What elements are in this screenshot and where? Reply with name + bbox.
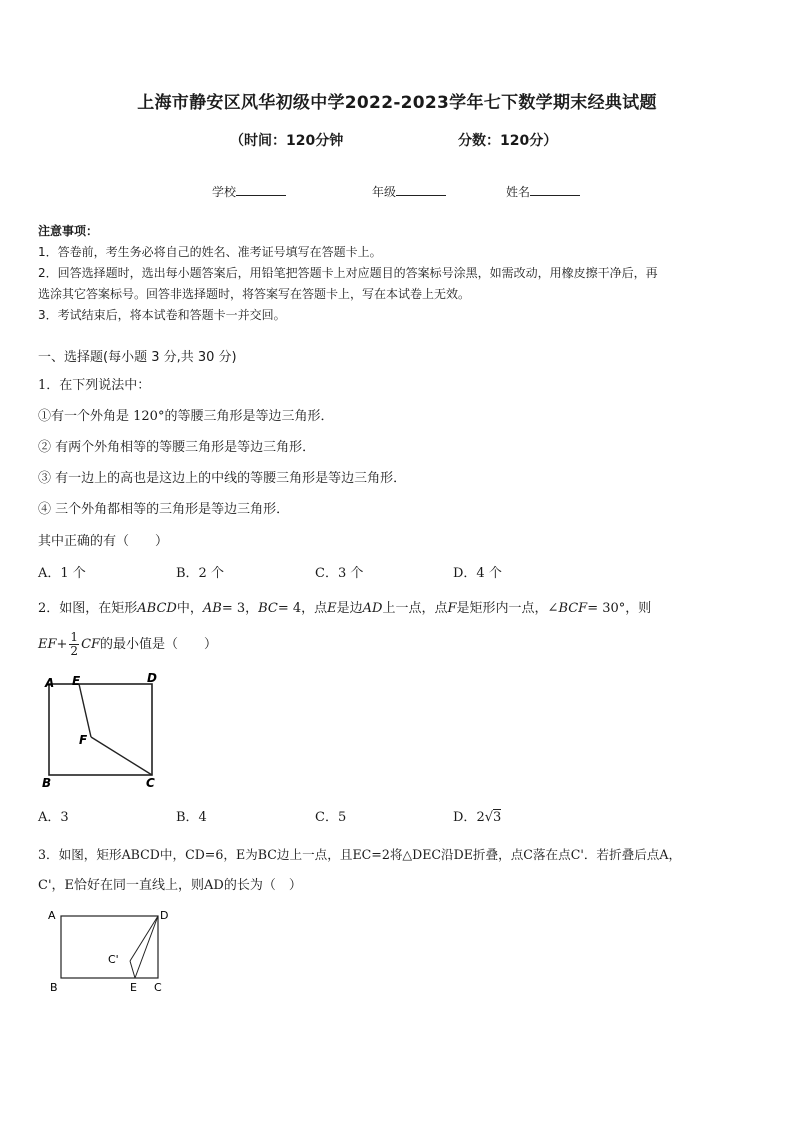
q2-label-f: F [79, 733, 88, 747]
q1-option-b: B．2 个 [176, 566, 224, 581]
q3-rectangle [61, 916, 158, 978]
q2-option-d-coef: 2 [476, 810, 485, 825]
notice-item-1: 1．答卷前，考生务必将自己的姓名、准考证号填写在答题卡上。 [38, 245, 382, 259]
fraction-numerator: 1 [70, 630, 79, 644]
q2-option-d-label: D． [453, 810, 477, 825]
q2-math: EF [38, 637, 57, 652]
school-label: 学校 [212, 185, 237, 199]
q2-stem-line1 [38, 597, 651, 616]
q1-stem: 1．在下列说法中： [38, 378, 151, 393]
q3-label-b: B [50, 981, 58, 994]
page-title: 上海市静安区风华初级中学2022-2023学年七下数学期末经典试题 [137, 93, 657, 113]
q2-math: E [327, 601, 337, 616]
q3-label-a: A [48, 909, 56, 922]
notice-item-2b: 选涂其它答案标号。回答非选择题时，将答案写在答题卡上，写在本试卷上无效。 [38, 287, 471, 301]
grade-blank [396, 184, 446, 196]
name-field [506, 183, 580, 200]
school-blank [236, 184, 286, 196]
q2-label-b: B [42, 776, 52, 790]
q3-segment-cpe [130, 961, 135, 978]
q3-figure [44, 906, 174, 996]
q3-label-c: C [154, 981, 162, 994]
q2-text: 上一点，点 [382, 601, 448, 616]
name-blank [530, 184, 580, 196]
q2-label-d: D [147, 671, 157, 685]
q2-text: 2．如图，在矩形 [38, 601, 138, 616]
fraction-denominator: 2 [70, 644, 79, 658]
name-label: 姓名 [506, 185, 531, 199]
q2-fraction [69, 631, 79, 658]
sqrt-icon: √ [484, 810, 494, 825]
q2-label-e: E [72, 674, 81, 688]
q1-option-a: A．1 个 [38, 566, 86, 581]
q3-stem-line1: 3．如图，矩形ABCD中，CD=6，E为BC边上一点，且EC=2将△DEC沿DE折叠，点C落在点C'．若折叠后点A， [38, 847, 682, 862]
notice-heading: 注意事项： [38, 224, 99, 238]
q3-label-e: E [130, 981, 137, 994]
q2-label-a: A [45, 676, 55, 690]
q3-stem-line2: C'，E恰好在同一直线上，则AD的长为（ ） [38, 878, 302, 893]
q1-option-d: D．4 个 [453, 566, 502, 581]
exam-score: 分数：120分） [458, 133, 558, 149]
q2-text: 中， [176, 601, 203, 616]
q2-option-d-radicand: 3 [493, 810, 502, 825]
q1-statement-2: ② 有两个外角相等的等腰三角形是等边三角形． [38, 440, 316, 455]
q2-option-b: B．4 [176, 810, 207, 825]
q2-text: = 4，点 [277, 601, 328, 616]
q2-math: CF [81, 637, 101, 652]
q2-label-c: C [146, 776, 155, 790]
q1-question: 其中正确的有（ ） [38, 534, 169, 549]
q1-option-c: C．3 个 [315, 566, 364, 581]
grade-field [372, 183, 446, 200]
notice-item-3: 3．考试结束后，将本试卷和答题卡一并交回。 [38, 308, 286, 322]
q3-label-d: D [160, 909, 169, 922]
q3-label-cprime: C' [108, 953, 119, 966]
q2-option-c: C．5 [315, 810, 347, 825]
q2-option-d [453, 806, 501, 825]
q1-statement-4: ④ 三个外角都相等的三角形是等边三角形． [38, 502, 290, 517]
q1-statement-1: ①有一个外角是 120°的等腰三角形是等边三角形． [38, 409, 334, 424]
school-field [212, 183, 286, 200]
section-heading: 一、选择题(每小题 3 分,共 30 分) [38, 350, 237, 365]
q2-text: 是边 [336, 601, 363, 616]
q2-math: AD [362, 601, 383, 616]
q2-math: BCF [558, 601, 588, 616]
q2-text: 的最小值是（ ） [100, 637, 218, 652]
q1-statement-3: ③ 有一边上的高也是这边上的中线的等腰三角形是等边三角形． [38, 471, 407, 486]
q2-plus: + [56, 637, 68, 652]
exam-time: （时间：120分钟 [230, 133, 344, 149]
grade-label: 年级 [372, 185, 397, 199]
q2-text: = 3， [221, 601, 259, 616]
q2-math: ABCD [137, 601, 177, 616]
q2-math: AB [202, 601, 222, 616]
q2-text: 是矩形内一点，∠ [456, 601, 559, 616]
q2-math: BC [258, 601, 278, 616]
q2-math: F [447, 601, 457, 616]
q2-segment-fc [91, 737, 152, 775]
notice-item-2a: 2．回答选择题时，选出每小题答案后，用铅笔把答题卡上对应题目的答案标号涂黑，如需改动，用橡皮擦干净后，再 [38, 266, 658, 280]
q2-stem-line2 [38, 631, 217, 658]
q2-figure [36, 670, 166, 792]
q2-rectangle [49, 684, 152, 775]
q2-option-a: A．3 [38, 810, 69, 825]
q2-segment-ef [79, 684, 91, 737]
q2-text: = 30°，则 [587, 601, 652, 616]
